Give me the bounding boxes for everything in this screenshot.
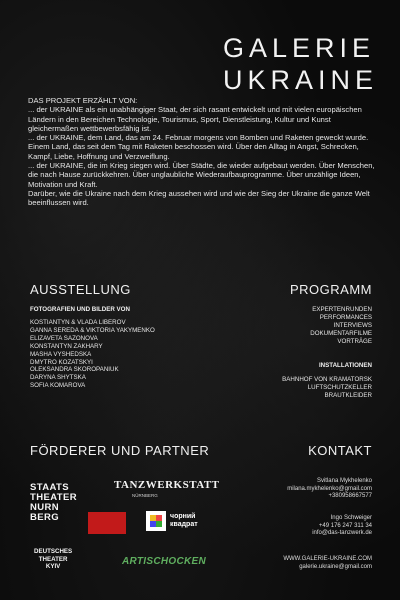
logo-line: BERG [30,512,60,523]
kvadrat-line: квадрат [170,521,198,528]
artist-list [30,319,155,390]
title-line-1: GALERIE [222,33,376,63]
logo-line: STAATS [30,482,69,493]
artist-item: KONSTANTYN ZAKHARY [30,342,103,350]
intro-paragraph-4: Darüber, wie die Ukraine nach dem Krieg aussehen wird und wie der Sieg der Ukraine die ganze Welt beeinflussen wird. [28,188,370,208]
title-line-2: UKRAINE [222,65,378,95]
contact-phone[interactable]: +49 176 247 311 34 [318,522,372,529]
installation-item: BAHNHOF VON KRAMATORSK [282,376,372,383]
contact-email[interactable]: milana.mykhelenko@gmail.com [287,485,372,492]
contact-name: Svitlana Mykhelenko [316,478,372,484]
programm-item: DOKUMENTARFILME [310,329,372,337]
red-partner-logo [88,512,126,534]
contact-name: Ingo Schweiger [330,515,372,521]
intro-paragraph-1: ... der UKRAINE als ein unabhängiger Staat, der sich rasant entwickelt und mit vielen europäischen Ländern in den Bereichen Technologie, Tourismus, Sport, Dienstleistung, Kultur und Kunst gleichermaßen wettbewerbsfähig ist. [28,105,362,133]
deutsches-theater-kyiv-logo [34,548,72,571]
artist-item: KOSTIANTYN & VLADA LIBEROV [30,319,126,326]
website-link[interactable]: WWW.GALERIE-UKRAINE.COM [283,556,372,562]
kvadrat-text [170,513,198,529]
logo-line: DEUTSCHES [34,548,73,555]
project-description [28,96,378,208]
intro-paragraph-3: ... der UKRAINE, die im Krieg siegen wird. Über Städte, die wieder aufgebaut werden. Über Menschen, die nach Hause zurückkehren. Über unglaubliche Wiederaufbauprogramme. Über unzählige Ideen, Motivation und Kraft. [28,161,375,189]
artist-item: MASHA VYSHEDSKA [30,350,92,358]
programm-item: EXPERTENRUNDEN [312,306,372,313]
logo-line: THEATER [30,492,77,503]
artist-item: ELIZAVETA SAZONOVA [30,334,98,342]
artist-item: GANNA SEREDA & VIKTORIA YAKYMENKO [30,326,155,334]
logo-line: THEATER [38,555,68,563]
intro-paragraph-2: ... der UKRAINE, dem Land, das am 24. Februar morgens von Bomben und Raketen geweckt wurde. Einem Land, das seit dem Tag mit Raketen beschossen wird. Über den Alltag in Angst, Schrecken, Kampf, Liebe, Hoffnung und Verzweiflung. [28,133,369,161]
tanzwerkstatt-city: NÜRNBERG [132,493,158,498]
artist-item: OLEKSANDRA SKOROPANIUK [30,366,119,374]
contact-phone[interactable]: +380958667577 [328,493,372,500]
programm-item: VORTRÄGE [337,337,372,345]
contact-email[interactable]: info@das-tanzwerk.de [312,530,372,537]
chornyi-kvadrat-logo [146,511,226,531]
installationen-heading: INSTALLATIONEN [318,362,372,369]
programm-list [310,306,372,346]
installation-item: BRAUTKLEIDER [324,391,372,399]
tanzwerkstatt-logo: TANZWERKSTATT [114,479,220,491]
kvadrat-square-icon [146,511,166,531]
ausstellung-heading: AUSSTELLUNG [30,282,131,297]
logo-line: KYIV [45,563,61,571]
intro-heading: DAS PROJEKT ERZÄHLT VON: [28,96,138,105]
kvadrat-line: чорний [170,513,196,520]
logo-line: NURN [30,502,60,513]
contact-person-2 [312,515,372,538]
ausstellung-subheading: FOTOGRAFIEN UND BILDER VON [30,306,130,313]
artist-item: DMYTRO KOZATSKYI [30,358,93,366]
contact-person-1 [287,478,372,501]
partner-heading: FÖRDERER UND PARTNER [30,443,210,458]
general-email[interactable]: galerie.ukraine@gmail.com [299,563,372,570]
programm-item: INTERVIEWS [333,321,372,329]
programm-item: PERFORMANCES [319,313,372,321]
artist-item: SOFIA KOMAROVA [30,382,86,390]
installationen-list [282,376,372,400]
gallery-title [223,32,378,96]
kontakt-heading: KONTAKT [308,443,372,458]
contact-general [283,556,372,571]
installation-item: LUFTSCHUTZKELLER [307,383,372,391]
staatstheater-nuernberg-logo [30,483,77,523]
artist-item: DARYNA SHYTSKA [30,374,86,382]
artischocken-logo: ARTISCHOCKEN [122,556,206,567]
programm-heading: PROGRAMM [290,282,372,297]
